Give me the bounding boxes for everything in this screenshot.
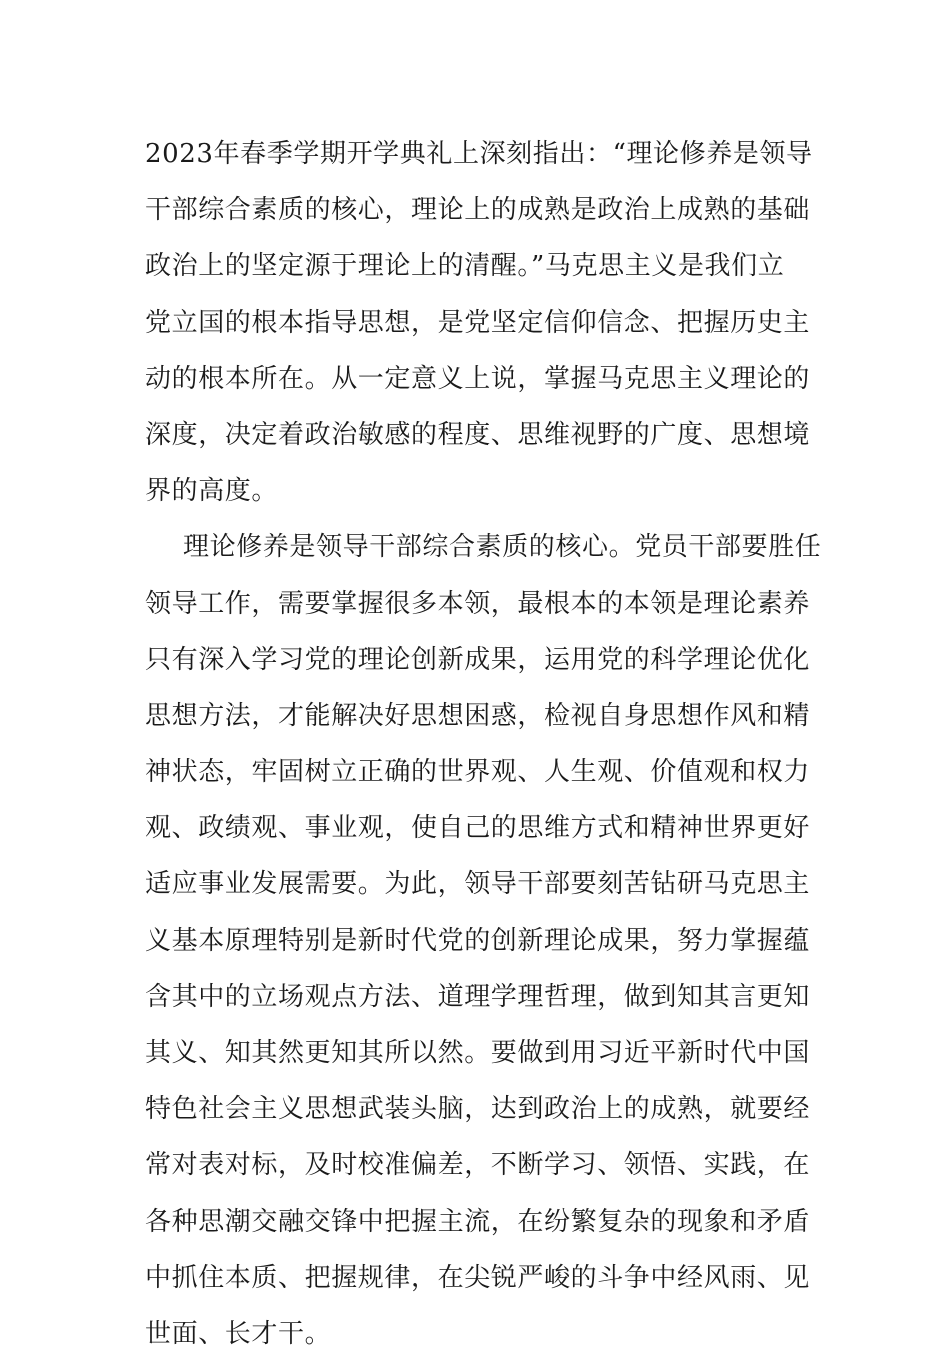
text-line: 只有深入学习党的理论创新成果，运用党的科学理论优化 (145, 644, 811, 675)
text-line: 常对表对标，及时校准偏差，不断学习、领悟、实践，在 (145, 1150, 811, 1181)
text-line: 适应事业发展需要。为此，领导干部要刻苦钻研马克思主 (145, 869, 811, 900)
text-line: 中抓住本质、把握规律，在尖锐严峻的斗争中经风雨、见 (145, 1262, 811, 1293)
text-line: 2023年春季学期开学典礼上深刻指出：“理论修养是领导 (145, 139, 813, 169)
text-line: 世面、长才干。 (145, 1318, 332, 1349)
text-line: 政治上的坚定源于理论上的清醒。”马克思主义是我们立 (145, 251, 785, 282)
text-line: 领导工作，需要掌握很多本领，最根本的本领是理论素养 (145, 588, 811, 619)
text-line: 党立国的根本指导思想，是党坚定信仰信念、把握历史主 (145, 307, 811, 338)
text-line: 含其中的立场观点方法、道理学理哲理，做到知其言更知 (145, 981, 811, 1012)
text-line: 义基本原理特别是新时代党的创新理论成果，努力掌握蕴 (145, 925, 811, 956)
text-line: 深度，决定着政治敏感的程度、思维视野的广度、思想境 (145, 419, 811, 450)
text-line: 干部综合素质的核心，理论上的成熟是政治上成熟的基础 (145, 195, 811, 226)
text-line: 观、政绩观、事业观，使自己的思维方式和精神世界更好 (145, 813, 811, 844)
text-line: 动的根本所在。从一定意义上说，掌握马克思主义理论的 (145, 363, 811, 394)
paragraph-2 (145, 519, 822, 1362)
text-line: 其义、知其然更知其所以然。要做到用习近平新时代中国 (145, 1038, 811, 1068)
text-line: 特色社会主义思想武装头脑，达到政治上的成熟，就要经 (145, 1094, 811, 1125)
paragraph-1 (145, 126, 815, 519)
text-line: 理论修养是领导干部综合素质的核心。党员干部要胜任 (183, 532, 822, 563)
text-line: 各种思潮交融交锋中把握主流，在纷繁复杂的现象和矛盾 (145, 1206, 811, 1237)
text-line: 界的高度。 (145, 476, 279, 507)
text-line: 神状态，牢固树立正确的世界观、人生观、价值观和权力 (145, 757, 811, 788)
text-line: 思想方法，才能解决好思想困惑，检视自身思想作风和精 (145, 700, 811, 731)
body-text (145, 126, 822, 1362)
